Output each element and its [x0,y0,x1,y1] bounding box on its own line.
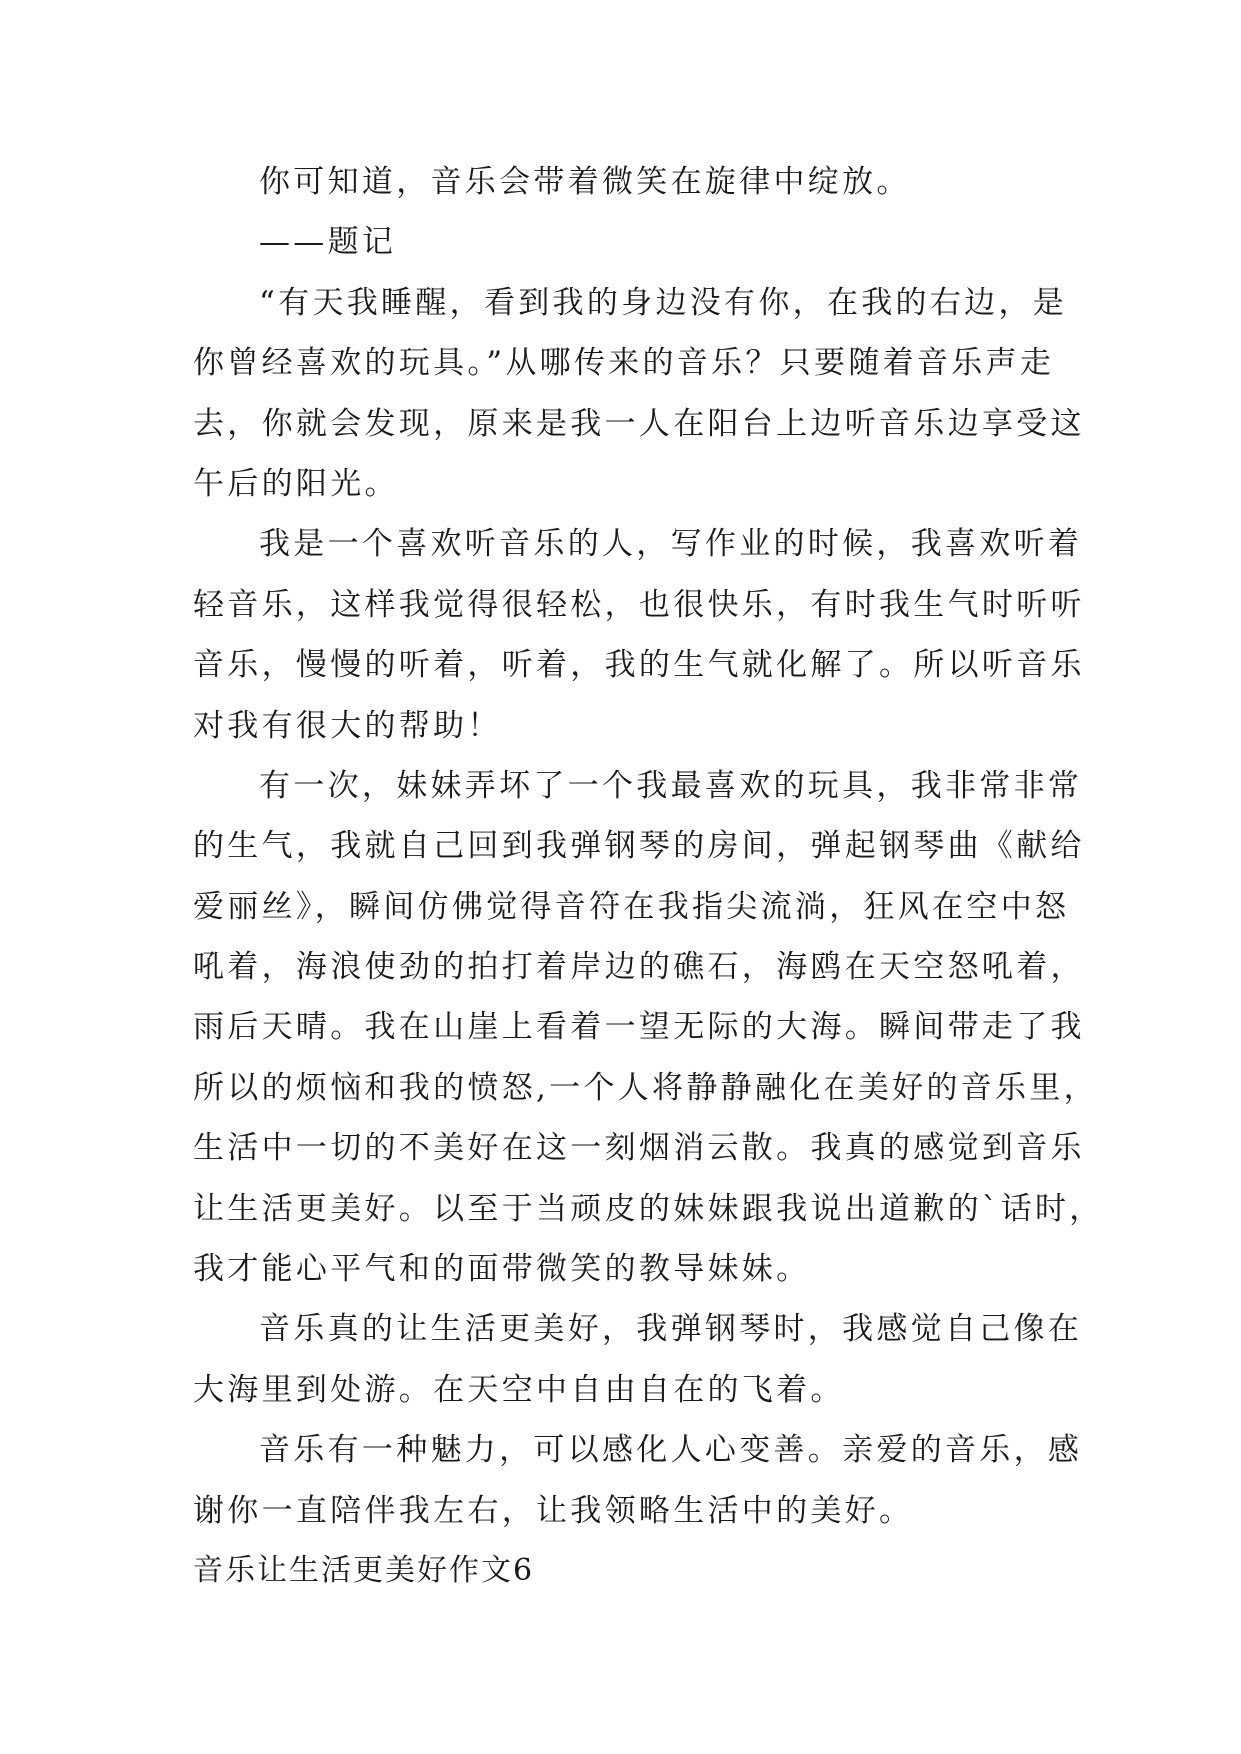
paragraph-line: 爱丽丝》，瞬间仿佛觉得音符在我指尖流淌，狂风在空中怒 [193,888,1070,925]
paragraph-line: 大海里到处游。在天空中自由自在的飞着。 [193,1371,845,1408]
paragraph-line: 我是一个喜欢听音乐的人，写作业的时候，我喜欢听着 [259,526,1083,563]
paragraph-line: 音乐真的让生活更美好，我弹钢琴时，我感觉自己像在 [259,1311,1083,1348]
article-body [193,152,1104,1601]
paragraph-line: 去，你就会发现，原来是我一人在阳台上边听音乐边享受这 [193,405,1085,442]
epigraph-attribution: ——题记 [259,224,397,261]
paragraph-line: 谢你一直陪伴我左右，让我领略生活中的美好。 [193,1492,914,1529]
paragraph-line: 有一次，妹妹弄坏了一个我最喜欢的玩具，我非常非常 [259,767,1083,804]
epigraph-line: 你可知道，音乐会带着微笑在旋律中绽放。 [259,164,911,200]
paragraph-line: 让生活更美好。以至于当顽皮的妹妹跟我说出道歉的`话时， [193,1190,1104,1227]
paragraph-line: 音乐有一种魅力，可以感化人心变善。亲爱的音乐，感 [259,1432,1083,1469]
paragraph-line: 音乐，慢慢的听着，听着，我的生气就化解了。所以听音乐 [193,647,1085,684]
section-heading: 音乐让生活更美好作文6 [193,1552,535,1588]
paragraph-line: 轻音乐，这样我觉得很轻松，也很快乐，有时我生气时听听 [193,586,1085,623]
paragraph-line: 我才能心平气和的面带微笑的教导妹妹。 [193,1251,811,1288]
paragraph-line: “有天我睡醒，看到我的身边没有你，在我的右边，是 [259,284,1068,321]
paragraph-line: 午后的阳光。 [193,465,399,502]
paragraph-line: 生活中一切的不美好在这一刻烟消云散。我真的感觉到音乐 [193,1130,1085,1167]
paragraph-line: 的生气，我就自己回到我弹钢琴的房间，弹起钢琴曲《献给 [193,828,1085,865]
paragraph-line: 所以的烦恼和我的愤怒,一个人将静静融化在美好的音乐里， [193,1069,1098,1106]
paragraph-line: 你曾经喜欢的玩具。”从哪传来的音乐？只要随着音乐声走 [193,345,1055,382]
paragraph-line: 对我有很大的帮助！ [193,707,502,744]
paragraph-line: 吼着，海浪使劲的拍打着岸边的礁石，海鸥在天空怒吼着， [193,949,1085,986]
paragraph-line: 雨后天晴。我在山崖上看着一望无际的大海。瞬间带走了我 [193,1009,1085,1046]
